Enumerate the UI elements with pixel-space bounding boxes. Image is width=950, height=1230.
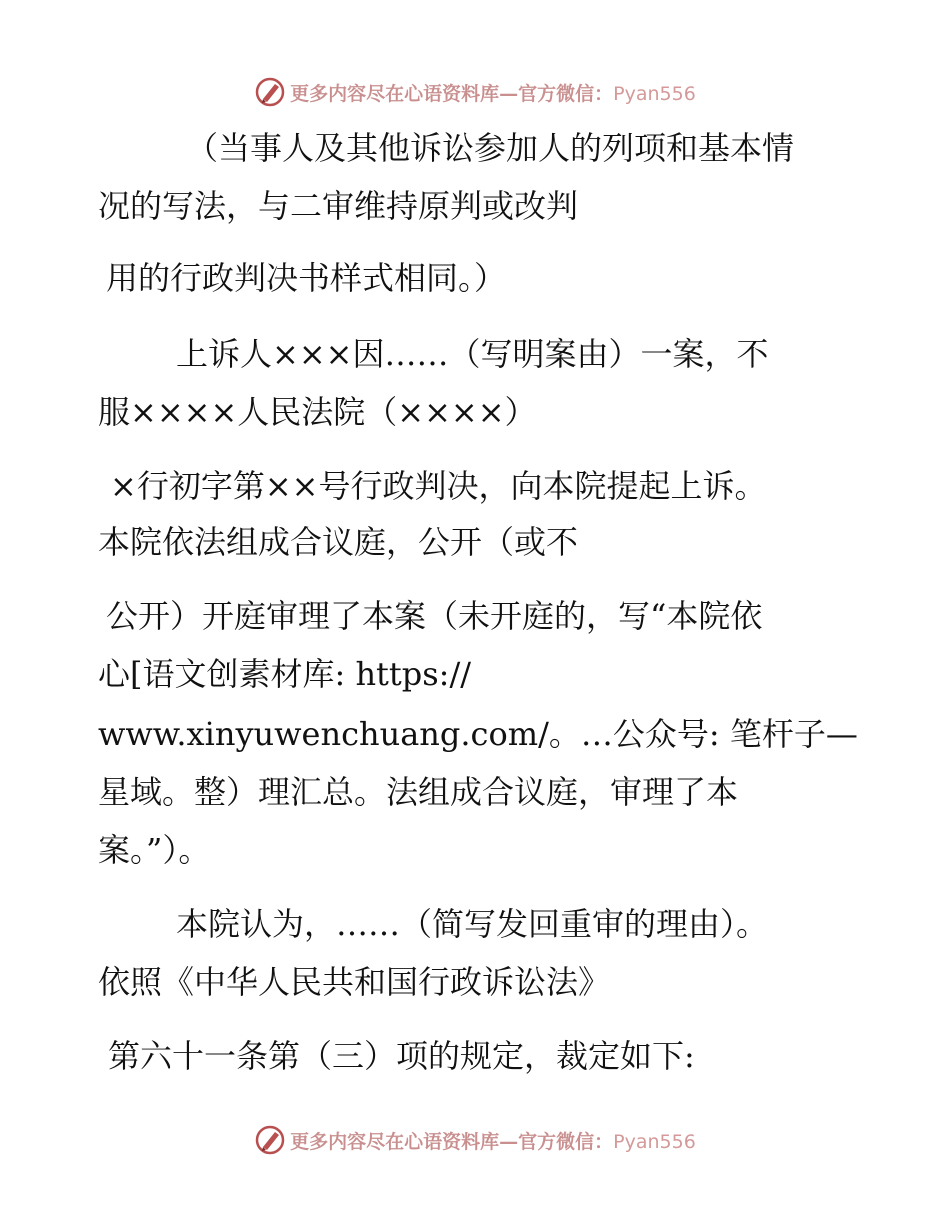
paragraph-line: 依照《中华人民共和国行政诉讼法》 <box>98 963 611 1001</box>
paragraph-line: 用的行政判决书样式相同。） <box>106 259 507 297</box>
paragraph-line: 本院依法组成合议庭，公开（或不 <box>98 523 579 561</box>
header-watermark <box>0 72 950 112</box>
watermark-text-cn: 更多内容尽在心语资料库—官方微信： <box>290 1130 614 1153</box>
watermark-text <box>290 79 696 106</box>
paragraph-line: 星域。整）理汇总。法组成合议庭，审理了本 <box>98 773 739 811</box>
pen-logo-icon <box>254 76 286 108</box>
paragraph-line: 公开）开庭审理了本案（未开庭的，写“本院依 <box>106 597 763 635</box>
footer-watermark <box>0 1120 950 1160</box>
paragraph-line: 况的写法，与二审维持原判或改判 <box>98 187 579 225</box>
watermark-text-cn: 更多内容尽在心语资料库—官方微信： <box>290 82 614 105</box>
paragraph-line: （当事人及其他诉讼参加人的列项和基本情 <box>186 129 795 167</box>
paragraph-line: ×行初字第××号行政判决，向本院提起上诉。 <box>110 467 767 505</box>
watermark-text <box>290 1127 696 1154</box>
watermark-text-latin: Pyan556 <box>613 1130 696 1153</box>
paragraph-line: 第六十一条第（三）项的规定，裁定如下: <box>108 1037 695 1075</box>
paragraph-line: 服××××人民法院（××××） <box>98 393 537 431</box>
pen-logo-icon <box>254 1124 286 1156</box>
paragraph-line: 心[语文创素材库: https:// <box>98 655 472 693</box>
paragraph-line: 本院认为，……（简写发回重审的理由）。 <box>176 905 769 943</box>
paragraph-line: 案。”）。 <box>98 831 211 869</box>
paragraph-line: www.xinyuwenchuang.com/。…公众号: 笔杆子— <box>98 715 858 753</box>
watermark-text-latin: Pyan556 <box>613 82 696 105</box>
paragraph-line: 上诉人×××因……（写明案由）一案，不 <box>176 335 769 373</box>
